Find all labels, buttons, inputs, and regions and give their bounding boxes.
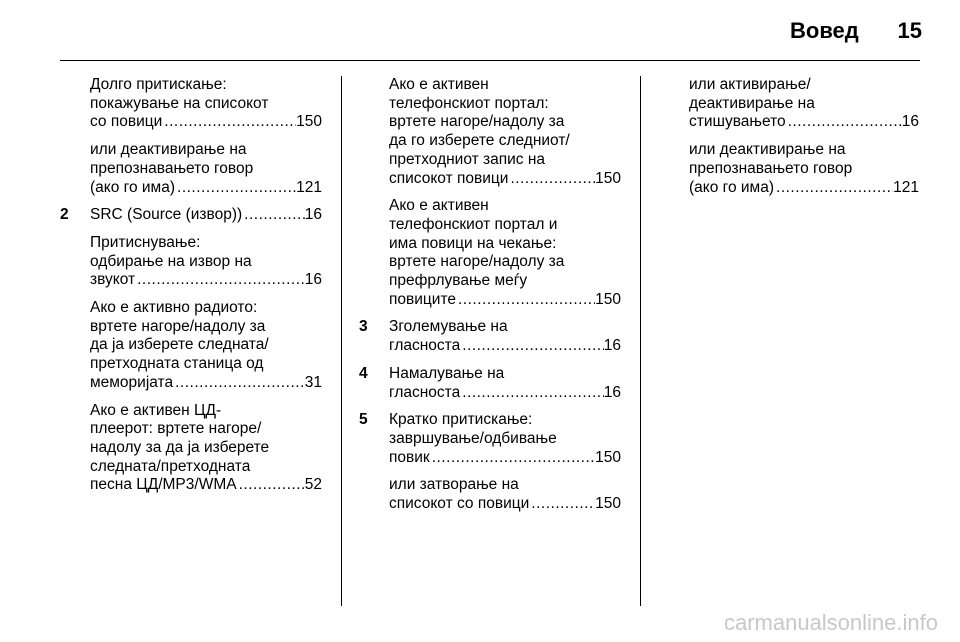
entry-label: стишувањето: [689, 113, 786, 131]
entry-text-line: телефонскиот портал:: [389, 94, 549, 112]
entry-text-line: препознавањето говор: [689, 159, 853, 177]
entry-label: повик: [389, 448, 430, 466]
index-entry: [389, 76, 621, 188]
dot-leader: [774, 179, 893, 198]
entry-reference-line: [90, 113, 322, 132]
dot-leader: [456, 291, 595, 310]
dot-leader: [786, 113, 902, 132]
page-reference: 121: [296, 178, 322, 196]
entry-reference-line: [90, 374, 322, 393]
column-1: [60, 76, 322, 504]
page-reference: 16: [603, 337, 621, 355]
entry-text-line: одбирање на извор на: [90, 252, 252, 270]
dot-leader: [237, 476, 305, 495]
entry-reference-line: [90, 206, 322, 225]
dot-leader: [242, 206, 305, 225]
entry-text-line: вртете нагоре/надолу за: [389, 113, 565, 131]
entry-label: песна ЦД/MP3/WMA: [90, 476, 237, 494]
column-divider-2: [640, 76, 641, 606]
entry-text-line: или деактивирање на: [689, 141, 846, 159]
header-divider: [60, 60, 920, 61]
watermark: carmanualsonline.info: [723, 610, 938, 635]
entry-text-line: Ако е активен: [389, 197, 489, 215]
dot-leader: [508, 170, 595, 189]
entry-number: 2: [60, 206, 69, 224]
entry-text-line: или активирање/: [689, 76, 811, 93]
page-reference: 150: [595, 290, 621, 308]
entry-reference-line: [389, 337, 621, 356]
entry-text-line: Долго притискање:: [90, 76, 227, 93]
index-entry: [389, 197, 621, 309]
entry-text-line: да ја изберете следната/: [90, 336, 269, 354]
page-reference: 121: [893, 178, 919, 196]
entry-reference-line: [389, 449, 621, 468]
page-reference: 150: [595, 495, 621, 513]
page-title: Вовед: [790, 18, 859, 43]
dot-leader: [529, 495, 595, 514]
entry-text-line: Зголемување на: [389, 318, 508, 336]
entry-text-line: деактивирање на: [689, 94, 815, 112]
entry-number: 3: [359, 318, 368, 336]
entry-text-line: вртете нагоре/надолу за: [90, 317, 266, 335]
index-entry: [689, 76, 919, 132]
entry-reference-line: [90, 476, 322, 495]
page-reference: 52: [304, 476, 322, 494]
entry-text-line: претходниот запис на: [389, 150, 546, 168]
entry-text-line: надолу за да ја изберете: [90, 438, 270, 456]
entry-reference-line: [389, 291, 621, 310]
entry-label: со повици: [90, 113, 163, 131]
entry-text-line: покажување на списокот: [90, 94, 269, 112]
entry-text-line: препознавањето говор: [90, 159, 254, 177]
entry-label: гласноста: [389, 337, 461, 355]
entry-label: гласноста: [389, 383, 461, 401]
entry-text-line: или деактивирање на: [90, 141, 247, 159]
index-entry: [90, 141, 322, 197]
entry-label: (ако го има): [90, 178, 176, 196]
page-reference: 16: [304, 206, 322, 224]
entry-text-line: претходната станица од: [90, 355, 264, 373]
index-entry: [90, 76, 322, 132]
column-divider-1: [341, 76, 342, 606]
entry-number: 5: [359, 411, 368, 429]
index-entry: [359, 318, 621, 355]
entry-reference-line: [389, 170, 621, 189]
entry-reference-line: [689, 179, 919, 198]
dot-leader: [430, 449, 595, 468]
dot-leader: [175, 179, 296, 198]
page-reference: 16: [603, 383, 621, 401]
page-reference: 150: [595, 169, 621, 187]
dot-leader: [460, 384, 604, 403]
entry-text-line: телефонскиот портал и: [389, 215, 558, 233]
entry-text-line: или затворање на: [389, 476, 519, 494]
entry-label: списокот со повици: [389, 495, 530, 513]
column-3: [689, 76, 919, 206]
entry-text-line: Ако е активен: [389, 76, 489, 93]
entry-label: списокот повици: [389, 169, 509, 187]
entry-text-line: завршување/одбивање: [389, 429, 557, 447]
entry-label: повиците: [389, 290, 456, 308]
page-reference: 31: [304, 373, 322, 391]
entry-text-line: да го изберете следниот/: [389, 132, 570, 150]
column-2: [359, 76, 621, 523]
index-entry: [359, 364, 621, 402]
entry-text-line: префрлување меѓу: [389, 272, 528, 290]
dot-leader: [162, 113, 296, 132]
page-number: 15: [897, 18, 922, 43]
entry-text-line: Ако е активно радиото:: [90, 299, 258, 317]
page-reference: 150: [595, 448, 621, 466]
entry-label: (ако го има): [689, 178, 775, 196]
index-entry: [90, 299, 322, 393]
entry-text-line: Ако е активен ЦД-: [90, 401, 222, 419]
entry-label: SRC (Source (извор)): [90, 206, 243, 224]
index-entry: [359, 411, 621, 467]
dot-leader: [173, 374, 305, 393]
index-entry: [60, 206, 322, 225]
entry-text-line: плеерот: вртете нагоре/: [90, 420, 262, 438]
page-reference: 150: [296, 113, 322, 131]
index-entry: [389, 476, 621, 513]
entry-text-line: следната/претходната: [90, 457, 251, 475]
entry-reference-line: [389, 384, 621, 403]
entry-text-line: Кратко притискање:: [389, 411, 533, 429]
entry-text-line: има повици на чекање:: [389, 234, 557, 252]
index-entry: [689, 141, 919, 197]
entry-label: меморијата: [90, 373, 174, 391]
dot-leader: [460, 337, 604, 356]
entry-text-line: Намалување на: [389, 364, 505, 382]
index-entry: [90, 402, 322, 496]
entry-text-line: Притиснување:: [90, 233, 201, 251]
entry-text-line: вртете нагоре/надолу за: [389, 253, 565, 271]
entry-reference-line: [90, 271, 322, 290]
page-reference: 16: [304, 271, 322, 289]
dot-leader: [135, 271, 305, 290]
entry-reference-line: [689, 113, 919, 132]
page-reference: 16: [901, 113, 919, 131]
index-entry: [90, 234, 322, 290]
entry-reference-line: [389, 495, 621, 514]
entry-number: 4: [359, 364, 368, 382]
entry-reference-line: [90, 179, 322, 198]
entry-label: звукот: [90, 271, 136, 289]
